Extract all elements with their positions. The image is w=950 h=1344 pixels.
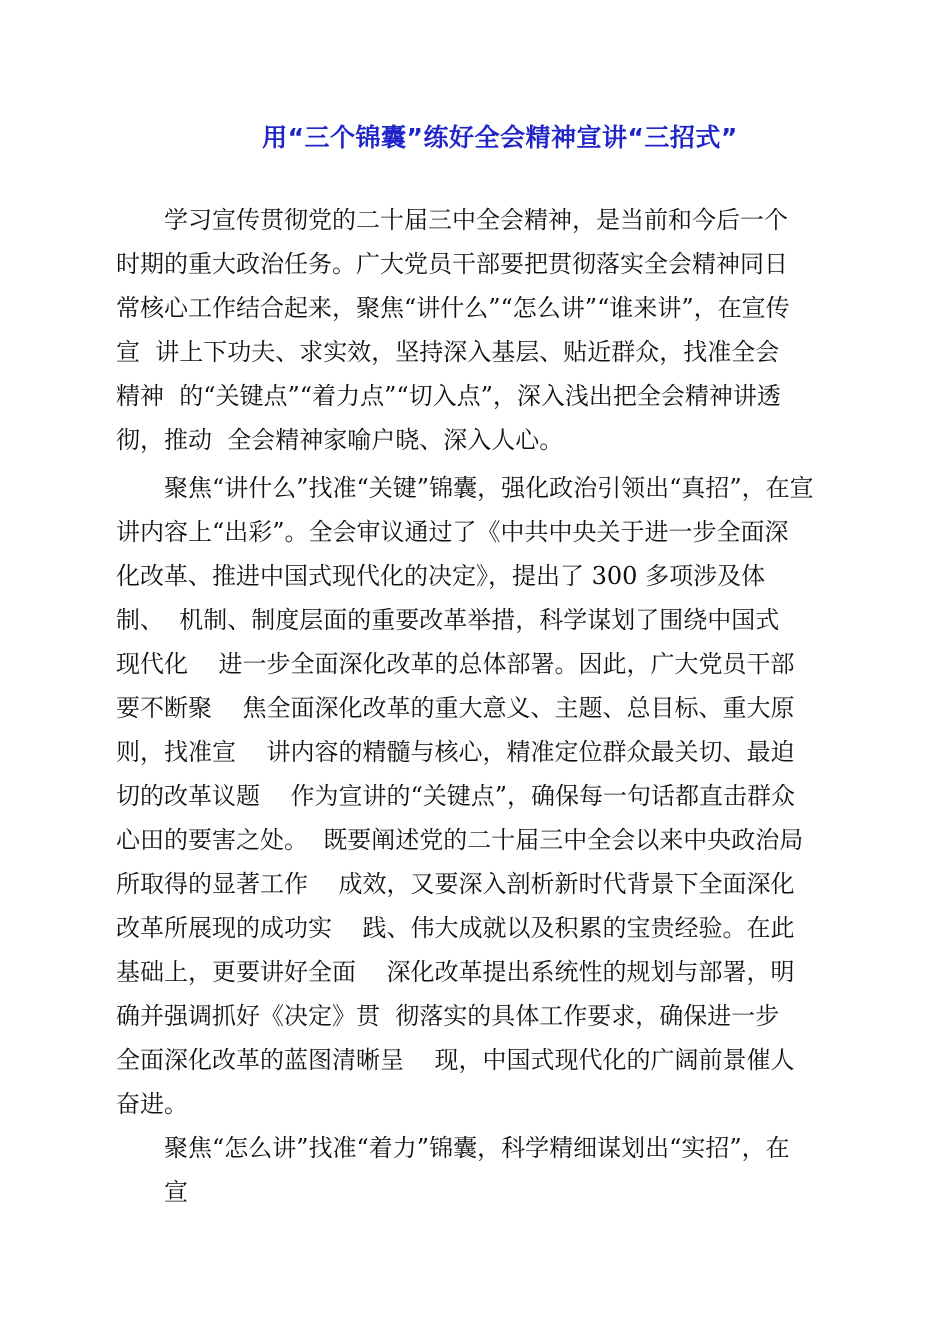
paragraph-line: 确并强调抓好《决定》贯 彻落实的具体工作要求，确保进一步	[116, 1002, 780, 1030]
paragraph-line: 常核心工作结合起来，聚焦“讲什么”“怎么讲”“谁来讲”，在宣传	[116, 294, 790, 322]
paragraph-line: 奋进。	[116, 1090, 188, 1118]
paragraph-line: 彻，推动 全会精神家喻户晓、深入人心。	[116, 426, 564, 454]
paragraph-line: 聚焦“讲什么”找准“关键”锦囊，强化政治引领出“真招”，在宣	[164, 474, 814, 502]
paragraph-2	[116, 466, 846, 1126]
paragraph-line: 基础上，更要讲好全面 深化改革提出系统性的规划与部署，明	[116, 958, 795, 986]
paragraph-line: 化改革、推进中国式现代化的决定》，提出了 300 多项涉及体	[116, 562, 766, 590]
paragraph-line: 时期的重大政治任务。广大党员干部要把贯彻落实全会精神同日	[116, 250, 788, 278]
paragraph-line: 聚焦“怎么讲”找准“着力”锦囊，科学精细谋划出“实招”，在	[164, 1134, 790, 1162]
document-title: 用“三个锦囊”练好全会精神宣讲“三招式”	[262, 123, 738, 152]
paragraph-line: 切的改革议题 作为宣讲的“关键点”，确保每一句话都直击群众	[116, 782, 796, 810]
paragraph-1	[116, 198, 846, 462]
paragraph-line: 现代化 进一步全面深化改革的总体部署。因此，广大党员干部	[116, 650, 795, 678]
paragraph-line: 学习宣传贯彻党的二十届三中全会精神，是当前和今后一个	[164, 206, 788, 234]
paragraph-line: 宣	[164, 1178, 188, 1206]
paragraph-line: 要不断聚 焦全面深化改革的重大意义、主题、总目标、重大原	[116, 694, 795, 722]
paragraph-line: 宣 讲上下功夫、求实效，坚持深入基层、贴近群众，找准全会	[116, 338, 780, 366]
paragraph-line: 所取得的显著工作 成效，又要深入剖析新时代背景下全面深化	[116, 870, 795, 898]
paragraph-line: 制、 机制、制度层面的重要改革举措，科学谋划了围绕中国式	[116, 606, 780, 634]
paragraph-line: 心田的要害之处。 既要阐述党的二十届三中全会以来中央政治局	[116, 826, 804, 854]
paragraph-line: 全面深化改革的蓝图清晰呈 现，中国式现代化的广阔前景催人	[116, 1046, 795, 1074]
paragraph-line: 则，找准宣 讲内容的精髓与核心，精准定位群众最关切、最迫	[116, 738, 795, 766]
paragraph-line: 改革所展现的成功实 践、伟大成就以及积累的宝贵经验。在此	[116, 914, 795, 942]
paragraph-line: 精神 的“关键点”“着力点”“切入点”，深入浅出把全会精神讲透	[116, 382, 781, 410]
paragraph-3	[116, 1126, 846, 1214]
paragraph-line: 讲内容上“出彩”。全会审议通过了《中共中央关于进一步全面深	[116, 518, 789, 546]
